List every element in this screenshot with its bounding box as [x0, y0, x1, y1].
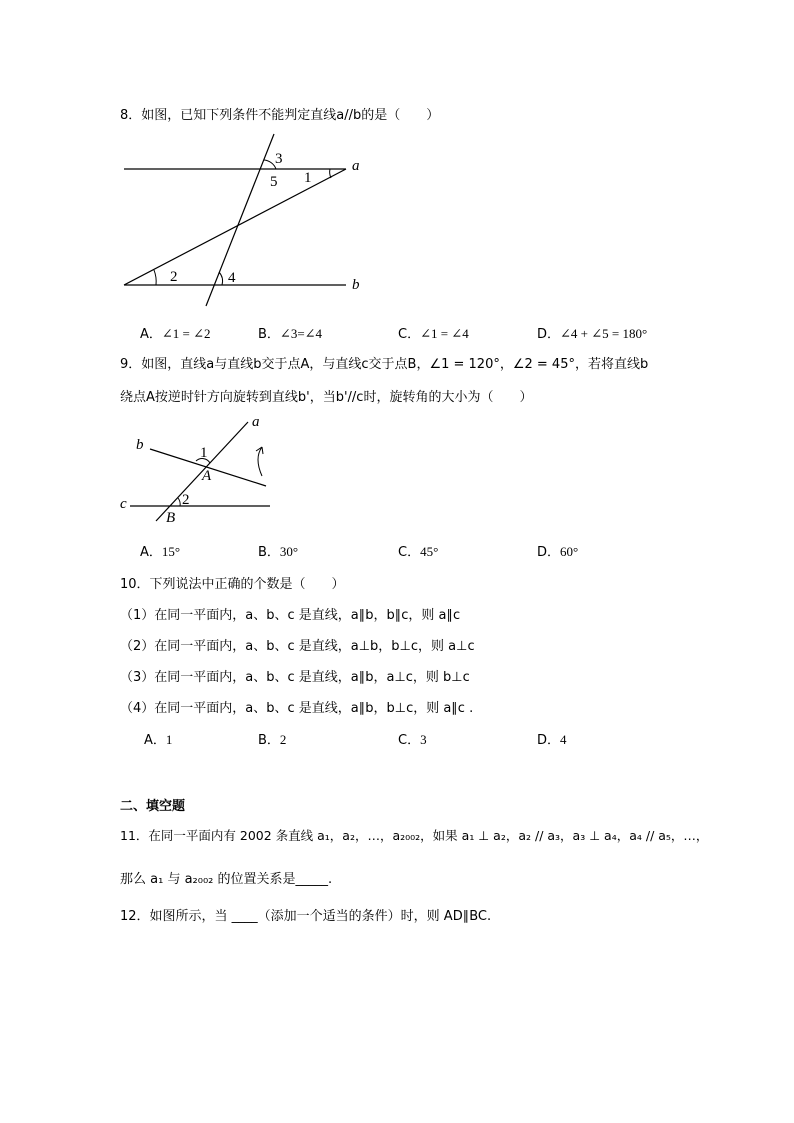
label-a: a [252, 414, 260, 430]
q8-stem: 8．如图，已知下列条件不能判定直线a//b的是（ ） [120, 108, 440, 123]
q9-option-c[interactable] [398, 541, 438, 560]
option-text: ∠3=∠4 [279, 326, 323, 341]
q10-statement-4: （4）在同一平面内，a、b、c 是直线，a∥b，b⊥c，则 a∥c . [120, 701, 474, 716]
transversal-steep [206, 134, 274, 306]
option-letter: C． [398, 733, 421, 748]
option-text: ∠1 = ∠4 [420, 326, 469, 341]
q10-option-c[interactable] [398, 729, 427, 748]
label-3: 3 [275, 151, 283, 167]
q10-statement-1: （1）在同一平面内，a、b、c 是直线，a∥b，b∥c，则 a∥c [120, 608, 461, 623]
option-letter: D． [537, 327, 561, 342]
q11-line2: 那么 a₁ 与 a₂₀₀₂ 的位置关系是_____. [120, 872, 333, 887]
q12-line: 12．如图所示，当 ____（添加一个适当的条件）时，则 AD∥BC. [120, 909, 492, 924]
angle-arc-2 [178, 498, 180, 506]
q8-option-a[interactable] [140, 323, 211, 342]
label-5: 5 [270, 174, 278, 190]
angle-arc-2 [154, 270, 156, 285]
q10-statement-3: （3）在同一平面内，a、b、c 是直线，a∥b，a⊥c，则 b⊥c [120, 670, 470, 685]
q10-statement-2: （2）在同一平面内，a、b、c 是直线，a⊥b，b⊥c，则 a⊥c [120, 639, 475, 654]
option-text: 2 [279, 732, 287, 747]
q10-option-a[interactable] [144, 729, 172, 748]
q9-stem-line1: 9．如图，直线a与直线b交于点A，与直线c交于点B，∠1 = 120°，∠2 = 45°，若将直线b [120, 357, 649, 372]
option-text: 1 [165, 732, 173, 747]
label-1: 1 [200, 445, 208, 461]
option-letter: A． [140, 327, 162, 342]
option-letter: D． [537, 733, 561, 748]
label-A: A [202, 468, 212, 484]
label-b: b [136, 437, 144, 453]
option-letter: B． [258, 733, 280, 748]
option-text: 3 [420, 732, 427, 747]
q10-option-b[interactable] [258, 729, 286, 748]
q11-line1: 11．在同一平面内有 2002 条直线 a₁，a₂，…，a₂₀₀₂，如果 a₁ ⊥ a₂，a₂ // a₃，a₃ ⊥ a₄，a₄ // a₅，…， [120, 828, 709, 843]
q9-option-b[interactable] [258, 541, 298, 560]
option-text: 4 [560, 732, 567, 747]
option-text: 30° [279, 544, 299, 559]
option-letter: A． [140, 545, 162, 560]
q8-option-c[interactable] [398, 323, 469, 342]
option-text: 60° [560, 544, 579, 559]
transversal-diagonal [124, 169, 346, 285]
q9-option-a[interactable] [140, 541, 180, 560]
option-letter: C． [398, 327, 421, 342]
q9-stem-line2: 绕点A按逆时针方向旋转到直线b'，当b'//c时，旋转角的大小为（ ） [120, 390, 533, 405]
q8-option-b[interactable] [258, 323, 322, 342]
option-text: 45° [420, 544, 439, 559]
option-text: ∠4 + ∠5 = 180° [560, 326, 648, 341]
option-letter: D． [537, 545, 561, 560]
q10-option-d[interactable] [537, 729, 567, 748]
label-4: 4 [228, 270, 236, 286]
label-B: B [166, 510, 176, 526]
q10-stem: 10．下列说法中正确的个数是（ ） [120, 577, 345, 592]
label-2: 2 [182, 492, 190, 508]
q8-figure [118, 132, 378, 312]
label-c: c [120, 496, 127, 512]
option-text: ∠1 = ∠2 [161, 326, 211, 341]
option-letter: B． [258, 327, 280, 342]
angle-arc-1 [330, 169, 331, 178]
label-b: b [352, 277, 360, 293]
q9-option-d[interactable] [537, 541, 578, 560]
label-1: 1 [304, 170, 312, 186]
section-heading-fill-in: 二、填空题 [120, 799, 186, 814]
option-letter: C． [398, 545, 421, 560]
label-a: a [352, 158, 360, 174]
q8-option-d[interactable] [537, 323, 647, 342]
q9-figure [118, 414, 288, 529]
angle-arc-4 [219, 272, 223, 285]
label-2: 2 [170, 269, 178, 285]
rotation-arrow [258, 447, 262, 476]
option-letter: B． [258, 545, 280, 560]
option-text: 15° [161, 544, 181, 559]
option-letter: A． [144, 733, 166, 748]
